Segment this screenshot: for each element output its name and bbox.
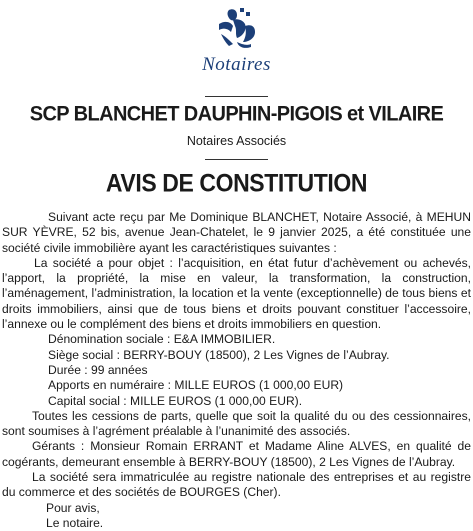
middle-divider [205,159,268,160]
apports-line: Apports en numéraire : MILLE EUROS (1 000,00 EUR) [48,378,344,393]
intro-paragraph: Suivant acte reçu par Me Dominique BLANCHET, Notaire Associé, à MEHUN SUR YÈVRE, 52 bis, avenue Jean-Chatelet, le 9 janvier 2025, a été constituée une société civile immobilière ayant les caractéristiques suivantes : [2,210,471,255]
objet-paragraph: La société a pour objet : l’acquisition, en état futur d’achèvement ou achevés, l’apport, la propriété, la mise en valeur, la transformation, la construction, l’aménagement, l’administration, la location et la vente (exceptionnelle) de tous biens et droits immobiliers, ainsi que de tous biens et droits pouvant constituer l’accessoire, l’annexe ou le complément des biens et droits immobiliers en question. [2,255,471,332]
notaires-logo [0,6,473,76]
duree-line: Durée : 99 années [48,362,148,377]
notaires-emblem-icon [207,6,267,50]
signature-line: Le notaire. [46,515,104,530]
logo-wordmark: Notaires [202,54,271,75]
denomination-line: Dénomination sociale : E&A IMMOBILIER. [48,332,276,347]
notice-body [2,210,471,531]
immatriculation-paragraph: La société sera immatriculée au registre nationale des entreprises et au registre du commerce et des sociétés de BOURGES (Cher). [2,470,471,500]
capital-line: Capital social : MILLE EUROS (1 000,00 EUR). [48,393,303,408]
top-divider [205,96,268,97]
gerants-paragraph: Gérants : Monsieur Romain ERRANT et Madame Aline ALVES, en qualité de cogérants, demeurant ensemble à BERRY-BOUY (18500), 2 Les Vignes de l’Aubray. [2,439,471,469]
cessions-paragraph: Toutes les cessions de parts, quelle que soit la qualité du ou des cessionnaires, sont soumises à l’agrément préalable à l’unanimité des associés. [2,408,471,439]
pour-avis-line: Pour avis, [46,500,100,515]
siege-line: Siège social : BERRY-BOUY (18500), 2 Les Vignes de l’Aubray. [48,347,390,362]
firm-subtitle: Notaires Associés [186,134,287,148]
firm-name: SCP BLANCHET DAUPHIN-PIGOIS et VILAIRE [29,102,444,126]
notice-title: AVIS DE CONSTITUTION [105,168,368,198]
